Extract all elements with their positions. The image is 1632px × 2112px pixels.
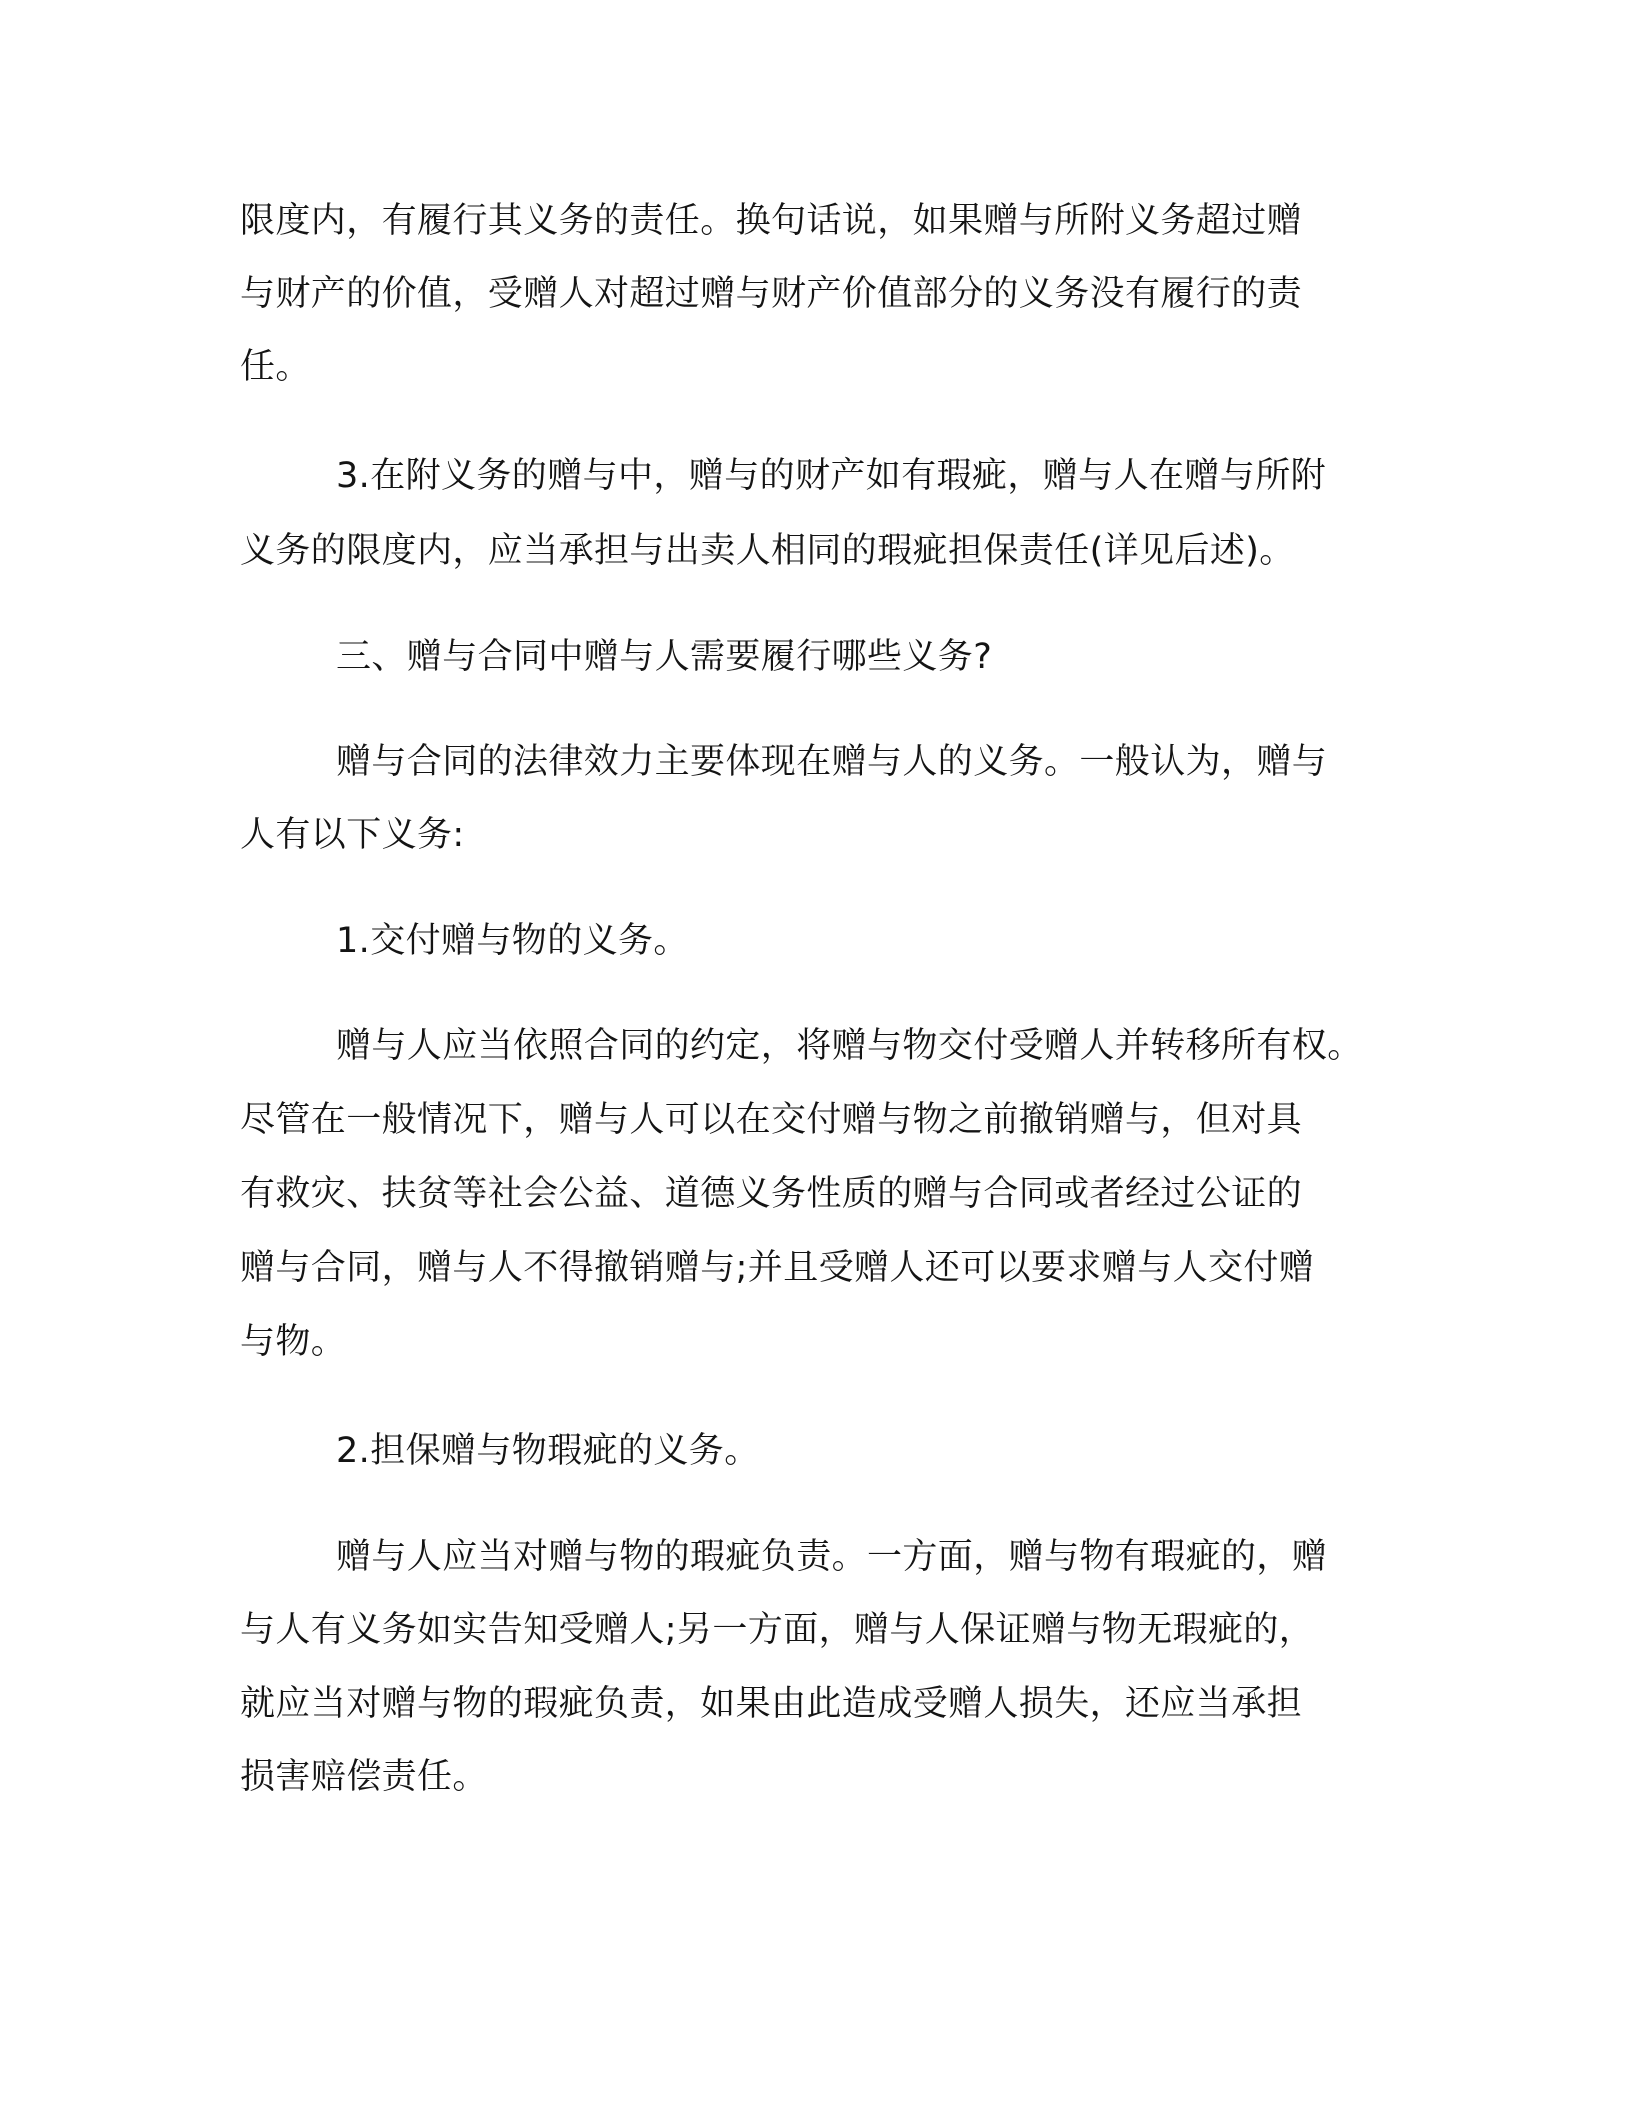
text-line: 赠与人应当依照合同的约定，将赠与物交付受赠人并转移所有权。 — [336, 1026, 1363, 1066]
text-line: 与物。 — [240, 1322, 347, 1362]
text-line: 限度内，有履行其义务的责任。换句话说，如果赠与所附义务超过赠 — [240, 201, 1303, 241]
item-heading: 2.担保赠与物瑕疵的义务。 — [336, 1431, 760, 1471]
section-heading: 三、赠与合同中赠与人需要履行哪些义务? — [336, 637, 993, 677]
text-line: 义务的限度内，应当承担与出卖人相同的瑕疵担保责任(详见后述)。 — [240, 531, 1295, 571]
text-line: 人有以下义务: — [240, 815, 465, 855]
text-line: 任。 — [240, 347, 311, 387]
text-line: 3.在附义务的赠与中，赠与的财产如有瑕疵，赠与人在赠与所附 — [336, 456, 1326, 496]
item-heading: 1.交付赠与物的义务。 — [336, 921, 689, 961]
text-line: 与人有义务如实告知受赠人;另一方面，赠与人保证赠与物无瑕疵的， — [240, 1610, 1315, 1650]
text-line: 尽管在一般情况下，赠与人可以在交付赠与物之前撤销赠与，但对具 — [240, 1100, 1303, 1140]
text-line: 赠与合同的法律效力主要体现在赠与人的义务。一般认为，赠与 — [336, 742, 1328, 782]
text-line: 就应当对赠与物的瑕疵负责，如果由此造成受赠人损失，还应当承担 — [240, 1684, 1303, 1724]
text-line: 有救灾、扶贫等社会公益、道德义务性质的赠与合同或者经过公证的 — [240, 1174, 1303, 1214]
text-line: 损害赔偿责任。 — [240, 1757, 488, 1797]
text-line: 赠与人应当对赠与物的瑕疵负责。一方面，赠与物有瑕疵的，赠 — [336, 1537, 1328, 1577]
text-line: 与财产的价值，受赠人对超过赠与财产价值部分的义务没有履行的责 — [240, 274, 1303, 314]
text-line: 赠与合同，赠与人不得撤销赠与;并且受赠人还可以要求赠与人交付赠 — [240, 1248, 1315, 1288]
